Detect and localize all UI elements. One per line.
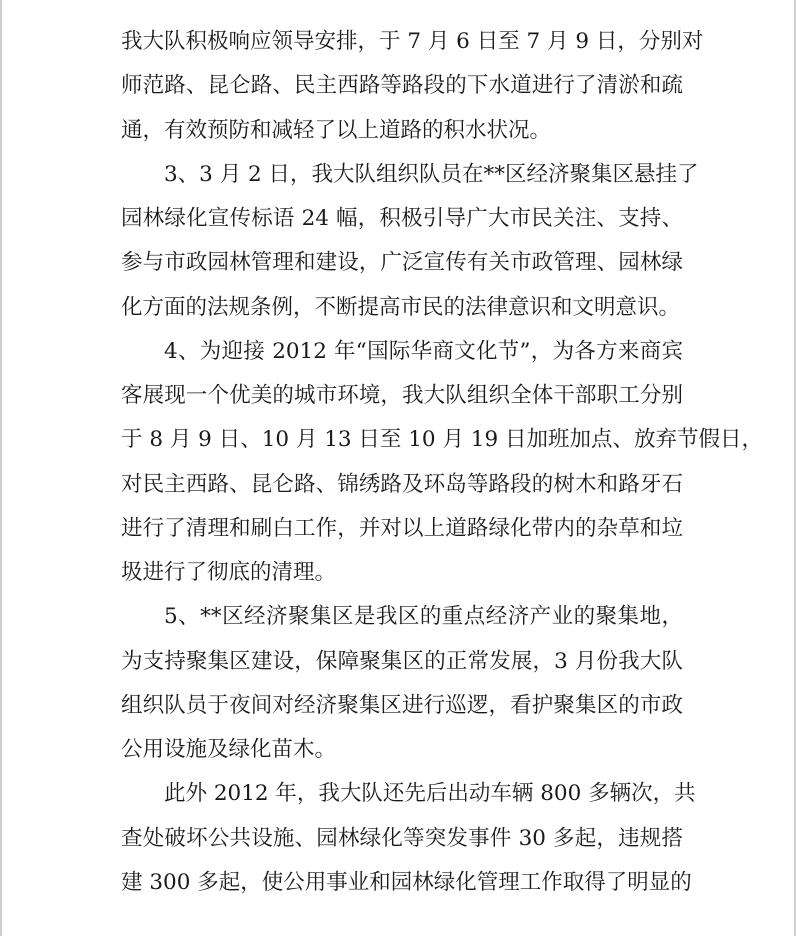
text-line: 圾进行了彻底的清理。 — [121, 560, 337, 585]
document-body — [121, 20, 763, 905]
text-line: 3、3 月 2 日，我大队组织队员在**区经济聚集区悬挂了 — [164, 161, 699, 187]
text-line: 对民主西路、昆仑路、锦绣路及环岛等路段的树木和路牙石 — [121, 471, 683, 497]
text-line: 查处破坏公共设施、园林绿化等突发事件 30 多起，违规搭 — [121, 825, 683, 851]
text-line: 化方面的法规条例，不断提高市民的法律意识和文明意识。 — [121, 294, 681, 320]
text-line: 4、为迎接 2012 年“国际华商文化节”，为各方来商宾 — [164, 338, 683, 364]
text-line: 公用设施及绿化苗木。 — [121, 737, 337, 762]
text-line: 组织队员于夜间对经济聚集区进行巡逻，看护聚集区的市政 — [121, 692, 683, 718]
text-line: 进行了清理和刷白工作，并对以上道路绿化带内的杂草和垃 — [121, 515, 683, 541]
text-line: 此外 2012 年，我大队还先后出动车辆 800 多辆次，共 — [164, 781, 696, 807]
text-line: 我大队积极响应领导安排，于 7 月 6 日至 7 月 9 日，分别对 — [121, 29, 704, 54]
text-line: 于 8 月 9 日、10 月 13 日至 10 月 19 日加班加点、放弃节假日， — [121, 427, 763, 453]
text-line: 参与市政园林管理和建设，广泛宣传有关市政管理、园林绿 — [121, 250, 683, 276]
text-line: 师范路、昆仑路、民主西路等路段的下水道进行了清淤和疏 — [121, 73, 683, 99]
text-line: 为支持聚集区建设，保障聚集区的正常发展，3 月份我大队 — [121, 648, 683, 674]
text-line: 园林绿化宣传标语 24 幅，积极引导广大市民关注、支持、 — [121, 206, 683, 231]
text-line: 建 300 多起，使公用事业和园林绿化管理工作取得了明显的 — [121, 869, 692, 895]
text-line: 5、**区经济聚集区是我区的重点经济产业的聚集地， — [164, 604, 683, 630]
text-line: 客展现一个优美的城市环境，我大队组织全体干部职工分别 — [121, 383, 683, 408]
page-left-border — [0, 0, 2, 936]
text-line: 通，有效预防和减轻了以上道路的积水状况。 — [121, 117, 552, 143]
